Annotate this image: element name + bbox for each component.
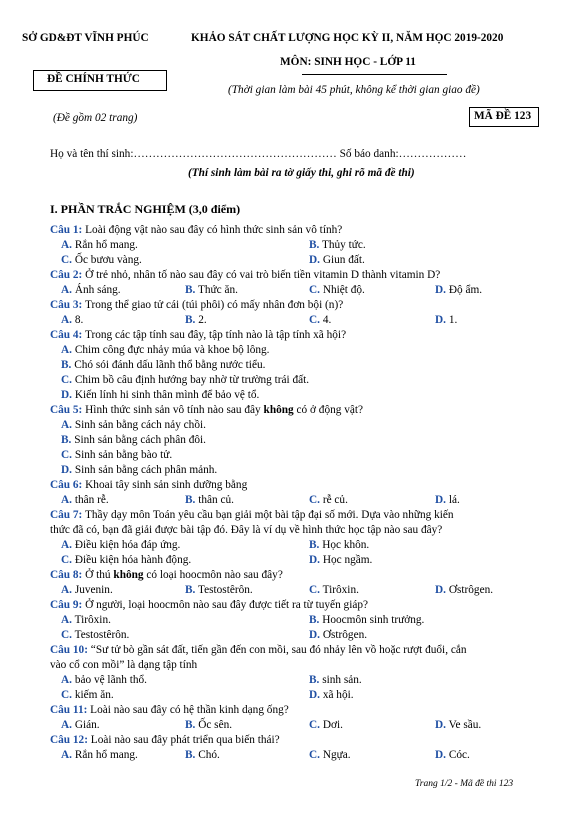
option-text: Gián. xyxy=(74,719,100,731)
page-footer: Trang 1/2 - Mã đề thi 123 xyxy=(415,779,514,789)
option-letter: B. xyxy=(309,539,320,551)
question-emphasis: không xyxy=(113,569,144,581)
option-letter: A. xyxy=(61,749,72,761)
question-emphasis: không xyxy=(263,404,294,416)
question-label: Câu 1: xyxy=(50,224,83,236)
question-label: Câu 3: xyxy=(50,299,83,311)
question-text: có loại hoocmôn nào sau đây? xyxy=(143,569,283,581)
question-12 xyxy=(50,734,280,746)
option-b xyxy=(309,239,366,251)
option-text: bảo vệ lãnh thổ. xyxy=(74,674,147,686)
option-d xyxy=(309,554,372,566)
option-letter: A. xyxy=(61,539,72,551)
option-text: Sinh sản bằng cách phân đôi. xyxy=(74,434,206,446)
option-text: Ve sầu. xyxy=(448,719,482,731)
option-letter: D. xyxy=(435,749,446,761)
option-d xyxy=(435,284,482,296)
option-text: Chó. xyxy=(198,749,220,761)
option-text: Tirôxin. xyxy=(74,614,111,626)
question-10-continued: vào cổ con mồi” là dạng tập tính xyxy=(50,659,198,671)
option-c xyxy=(309,749,351,761)
option-letter: B. xyxy=(185,584,196,596)
section-title: I. PHẦN TRẮC NGHIỆM (3,0 điểm) xyxy=(50,202,241,216)
option-c xyxy=(61,449,172,461)
option-letter: D. xyxy=(435,719,446,731)
option-c xyxy=(61,629,129,641)
option-letter: B. xyxy=(61,359,72,371)
question-text: Loài động vật nào sau đây có hình thức sinh sản vô tính? xyxy=(82,224,343,236)
option-a xyxy=(61,494,109,506)
option-text: 4. xyxy=(322,314,332,326)
option-a xyxy=(61,239,138,251)
option-letter: B. xyxy=(185,284,196,296)
option-text: 2. xyxy=(198,314,207,326)
exam-code: MÃ ĐỀ 123 xyxy=(474,110,532,122)
question-text: Loài nào sau đây có hệ thần kinh dạng ống? xyxy=(87,704,289,716)
student-info-line: Họ và tên thí sinh:……………………………………………… Số báo danh:……………… xyxy=(50,148,467,160)
option-letter: C. xyxy=(309,749,320,761)
option-b xyxy=(185,314,207,326)
option-text: Chim bồ câu định hướng bay nhờ từ trường trái đất. xyxy=(74,374,310,386)
option-text: Chó sói đánh dấu lãnh thổ bằng nước tiểu. xyxy=(74,359,266,371)
option-letter: C. xyxy=(61,689,72,701)
option-d xyxy=(309,629,367,641)
option-text: Điều kiện hóa hành động. xyxy=(74,554,192,566)
option-a xyxy=(61,584,113,596)
option-letter: B. xyxy=(309,614,320,626)
option-text: Testostêrôn. xyxy=(74,629,130,641)
option-text: Ơstrôgen. xyxy=(322,629,368,641)
option-a xyxy=(61,284,121,296)
option-d xyxy=(309,689,354,701)
option-d xyxy=(61,389,259,401)
question-label: Câu 10: xyxy=(50,644,88,656)
question-5 xyxy=(50,404,363,416)
option-letter: B. xyxy=(309,674,320,686)
question-text: Ở thú xyxy=(82,569,114,581)
question-text: Ở trẻ nhỏ, nhân tố nào sau đây có vai trò biến tiền vitamin D thành vitamin D? xyxy=(82,269,441,281)
option-b xyxy=(61,359,265,371)
option-letter: D. xyxy=(309,629,320,641)
option-c xyxy=(309,314,331,326)
option-c xyxy=(309,494,348,506)
question-4 xyxy=(50,329,346,341)
option-letter: D. xyxy=(309,554,320,566)
option-text: Học khôn. xyxy=(322,539,370,551)
option-letter: A. xyxy=(61,284,72,296)
question-label: Câu 11: xyxy=(50,704,88,716)
option-letter: D. xyxy=(309,254,320,266)
option-d xyxy=(435,314,457,326)
option-letter: C. xyxy=(309,314,320,326)
option-text: Giun đất. xyxy=(322,254,365,266)
option-text: Hoocmôn sinh trưởng. xyxy=(322,614,425,626)
option-c xyxy=(61,254,142,266)
option-text: rễ củ. xyxy=(322,494,348,506)
option-text: kiếm ăn. xyxy=(74,689,114,701)
question-8 xyxy=(50,569,283,581)
option-letter: B. xyxy=(61,434,72,446)
option-text: Ơstrôgen. xyxy=(448,584,494,596)
option-d xyxy=(435,494,460,506)
option-letter: B. xyxy=(185,719,196,731)
option-b xyxy=(185,719,232,731)
option-d xyxy=(435,749,470,761)
option-text: Kiến lính hi sinh thân mình để bảo vệ tổ. xyxy=(74,389,260,401)
option-letter: A. xyxy=(61,344,72,356)
option-a xyxy=(61,674,147,686)
option-text: 8. xyxy=(74,314,84,326)
option-a xyxy=(61,719,100,731)
option-text: Juvenin. xyxy=(74,584,113,596)
question-text: Trong các tập tính sau đây, tập tính nào là tập tính xã hội? xyxy=(82,329,347,341)
option-text: Ngựa. xyxy=(322,749,351,761)
option-c xyxy=(61,554,191,566)
option-d xyxy=(61,464,217,476)
option-letter: D. xyxy=(61,389,72,401)
question-3 xyxy=(50,299,343,311)
question-7 xyxy=(50,509,454,521)
option-a xyxy=(61,614,111,626)
option-b xyxy=(185,494,234,506)
question-1 xyxy=(50,224,342,236)
option-letter: D. xyxy=(435,284,446,296)
option-letter: C. xyxy=(61,374,72,386)
pages-note: (Đề gồm 02 trang) xyxy=(53,112,138,124)
question-label: Câu 5: xyxy=(50,404,83,416)
question-label: Câu 9: xyxy=(50,599,83,611)
option-c xyxy=(61,689,114,701)
option-a xyxy=(61,314,83,326)
question-text: Trong thể giao tử cái (túi phôi) có mấy nhân đơn bội (n)? xyxy=(82,299,344,311)
option-text: sinh sản. xyxy=(322,674,362,686)
option-text: Ánh sáng. xyxy=(74,284,121,296)
option-text: Nhiệt độ. xyxy=(322,284,365,296)
option-letter: D. xyxy=(435,314,446,326)
option-text: Ốc sên. xyxy=(198,719,233,731)
option-a xyxy=(61,749,138,761)
option-letter: C. xyxy=(61,554,72,566)
option-c xyxy=(61,374,309,386)
option-text: Chim công đực nhảy múa và khoe bộ lông. xyxy=(74,344,270,356)
option-d xyxy=(309,254,365,266)
option-b xyxy=(309,539,369,551)
option-letter: D. xyxy=(435,584,446,596)
question-text: Khoai tây sinh sản sinh dưỡng bằng xyxy=(82,479,248,491)
question-text: Ở người, loại hoocmôn nào sau đây được tiết ra từ tuyến giáp? xyxy=(82,599,369,611)
option-text: Sinh sản bằng bào tử. xyxy=(74,449,173,461)
official-label: ĐỀ CHÍNH THỨC xyxy=(47,73,140,85)
option-text: Cóc. xyxy=(448,749,470,761)
option-c xyxy=(309,284,365,296)
option-text: Độ ẩm. xyxy=(448,284,483,296)
option-letter: B. xyxy=(185,494,196,506)
question-label: Câu 4: xyxy=(50,329,83,341)
option-letter: A. xyxy=(61,314,72,326)
question-label: Câu 12: xyxy=(50,734,88,746)
option-a xyxy=(61,344,270,356)
option-b xyxy=(185,584,253,596)
question-label: Câu 7: xyxy=(50,509,83,521)
question-label: Câu 8: xyxy=(50,569,83,581)
option-letter: D. xyxy=(309,689,320,701)
option-text: thân rễ. xyxy=(74,494,109,506)
option-letter: B. xyxy=(185,314,196,326)
option-letter: C. xyxy=(61,449,72,461)
subject-underline xyxy=(302,74,447,75)
option-letter: B. xyxy=(185,749,196,761)
question-11 xyxy=(50,704,289,716)
option-b xyxy=(185,749,220,761)
option-text: Học ngầm. xyxy=(322,554,373,566)
option-letter: A. xyxy=(61,494,72,506)
question-text: Loài nào sau đây phát triển qua biến thái? xyxy=(87,734,280,746)
subject-title: MÔN: SINH HỌC - LỚP 11 xyxy=(280,56,416,68)
option-letter: C. xyxy=(61,629,72,641)
option-text: 1. xyxy=(448,314,458,326)
question-text: Hình thức sinh sản vô tính nào sau đây xyxy=(82,404,264,416)
exam-title: KHẢO SÁT CHẤT LƯỢNG HỌC KỲ II, NĂM HỌC 2019-2020 xyxy=(191,32,504,44)
time-note: (Thời gian làm bài 45 phút, không kể thời gian giao đề) xyxy=(228,84,480,96)
option-text: Điều kiện hóa đáp ứng. xyxy=(74,539,181,551)
option-a xyxy=(61,419,206,431)
option-text: Rắn hổ mang. xyxy=(74,239,138,251)
option-letter: A. xyxy=(61,614,72,626)
option-d xyxy=(435,584,493,596)
question-text: có ở động vật? xyxy=(293,404,364,416)
option-text: xã hội. xyxy=(322,689,354,701)
option-letter: A. xyxy=(61,239,72,251)
option-c xyxy=(309,584,359,596)
department-name: SỞ GD&ĐT VĨNH PHÚC xyxy=(22,32,149,44)
question-text: Thầy dạy môn Toán yêu cầu bạn giải một bài tập đại số mới. Dựa vào những kiến xyxy=(82,509,454,521)
option-text: Ốc bươu vàng. xyxy=(74,254,142,266)
option-b xyxy=(61,434,206,446)
option-text: thân củ. xyxy=(198,494,234,506)
option-letter: C. xyxy=(309,719,320,731)
option-letter: D. xyxy=(61,464,72,476)
option-letter: A. xyxy=(61,584,72,596)
instruction: (Thí sinh làm bài ra tờ giấy thi, ghi rõ mã đề thi) xyxy=(188,167,415,179)
option-text: Dơi. xyxy=(322,719,343,731)
option-letter: A. xyxy=(61,419,72,431)
option-letter: A. xyxy=(61,719,72,731)
option-letter: A. xyxy=(61,674,72,686)
option-text: Sinh sản bằng cách phân mảnh. xyxy=(74,464,218,476)
option-c xyxy=(309,719,343,731)
option-letter: C. xyxy=(309,584,320,596)
option-text: Thức ăn. xyxy=(197,284,238,296)
option-text: Testostêrôn. xyxy=(197,584,253,596)
option-text: lá. xyxy=(448,494,460,506)
option-a xyxy=(61,539,180,551)
option-letter: C. xyxy=(309,494,320,506)
option-letter: C. xyxy=(309,284,320,296)
question-label: Câu 2: xyxy=(50,269,83,281)
question-10 xyxy=(50,644,467,656)
option-d xyxy=(435,719,481,731)
option-b xyxy=(309,674,362,686)
question-7-continued: thức đã có, bạn đã giải được bài tập đó. Đây là ví dụ về hình thức học tập nào sau đây? xyxy=(50,524,443,536)
option-letter: B. xyxy=(309,239,320,251)
question-9 xyxy=(50,599,368,611)
option-b xyxy=(185,284,238,296)
question-6 xyxy=(50,479,247,491)
option-text: Sinh sản bằng cách nảy chồi. xyxy=(74,419,206,431)
question-text: “Sư tử bò gần sát đất, tiến gần đến con mồi, sau đó nhảy lên vồ hoặc rượt đuổi, cắn xyxy=(87,644,467,656)
question-label: Câu 6: xyxy=(50,479,83,491)
question-2 xyxy=(50,269,440,281)
option-letter: C. xyxy=(61,254,72,266)
option-letter: D. xyxy=(435,494,446,506)
option-text: Tirôxin. xyxy=(322,584,359,596)
option-b xyxy=(309,614,424,626)
option-text: Thủy tức. xyxy=(321,239,366,251)
option-text: Rắn hổ mang. xyxy=(74,749,138,761)
